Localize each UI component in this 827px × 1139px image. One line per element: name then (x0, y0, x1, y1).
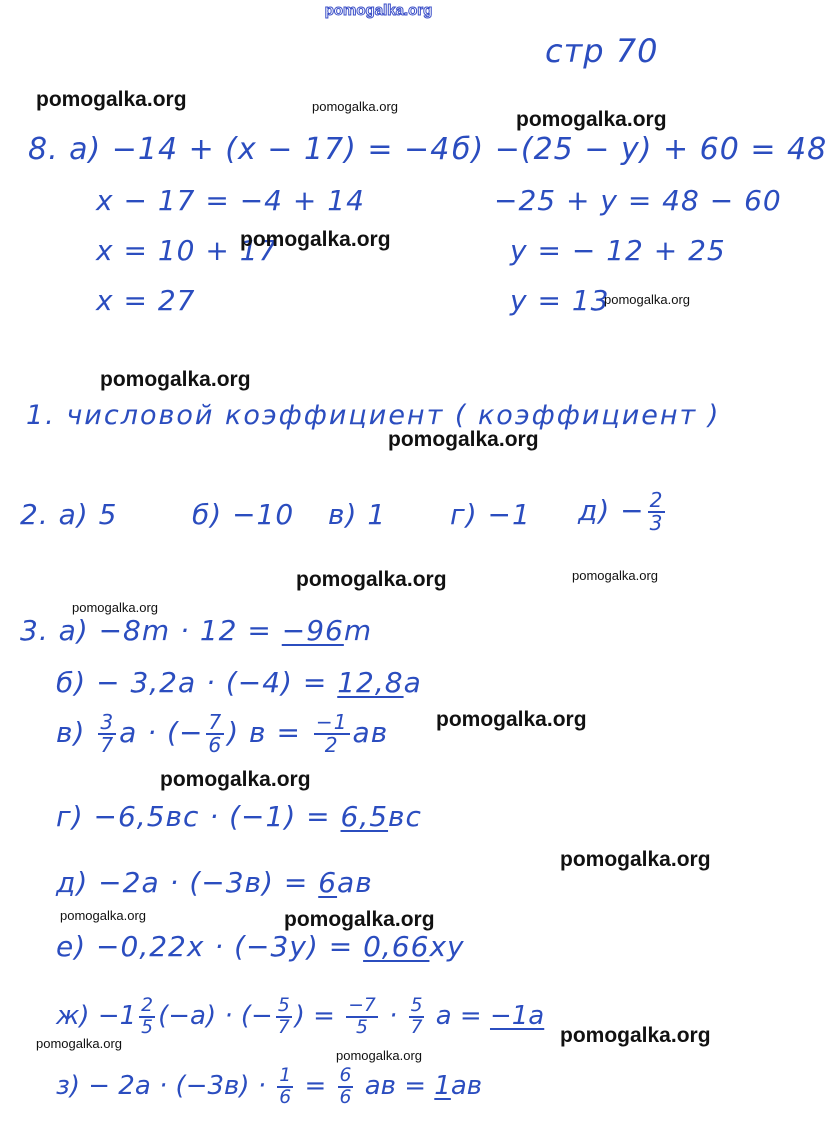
page-label: стр 70 (545, 32, 659, 70)
watermark: pomogalka.org (296, 568, 447, 591)
watermark: pomogalka.org (436, 708, 587, 731)
task3-e: е) −0,22x · (−3y) = 0,66xy (56, 930, 465, 963)
task8-b-line-3: y = 13 (510, 284, 610, 317)
task3-z-frac-2: $\frac{6}{6}$ (339, 1065, 352, 1108)
task8-b-line-2: y = − 12 + 25 (510, 234, 726, 267)
watermark: pomogalka.org (72, 600, 158, 615)
watermark: pomogalka.org (560, 848, 711, 871)
watermark: pomogalka.org (36, 88, 187, 111)
task3-v-frac-3: $\frac{-1}{2}$ (315, 710, 348, 758)
watermark: pomogalka.org (388, 428, 539, 451)
task3-g: г) −6,5вс · (−1) = 6,5вс (56, 800, 422, 833)
task3-zh-frac-1: $\frac{2}{5}$ (141, 995, 154, 1038)
task8-a-line-3: x = 27 (96, 284, 196, 317)
task8-a-line-2: x = 10 + 17 (96, 234, 278, 267)
watermark: pomogalka.org (240, 228, 391, 251)
task3-a-result: −96 (281, 614, 344, 647)
watermark: pomogalka.org (36, 1036, 122, 1051)
task3-zh-result: −1a (489, 1001, 545, 1032)
watermark: pomogalka.org (284, 908, 435, 931)
task8-a-title: 8. а) −14 + (x − 17) = −4 (28, 132, 451, 167)
task3-a: 3. а) −8m · 12 = −96m (20, 614, 373, 647)
watermark: pomogalka.org (160, 768, 311, 791)
task3-z-result: 1 (434, 1071, 451, 1102)
task2-item-d-label: д) − (578, 494, 645, 528)
watermark: pomogalka.org (336, 1048, 422, 1063)
task3-z: з) − 2a · (−3в) · $\frac{1}{6}$ = $\frac{6}{6}$ aв = 1aв (56, 1065, 483, 1108)
task8-b-title: б) −(25 − y) + 60 = 48 (452, 132, 827, 167)
task3-zh-frac-3: $\frac{-7}{5}$ (348, 995, 376, 1038)
task2-item-d (578, 490, 668, 534)
task3-z-frac-1: $\frac{1}{6}$ (279, 1065, 292, 1108)
watermark: pomogalka.org (572, 568, 658, 583)
task3-v-frac-2: $\frac{7}{6}$ (208, 710, 223, 758)
task3-zh-frac-2: $\frac{5}{7}$ (277, 995, 290, 1038)
watermark: pomogalka.org (312, 99, 398, 114)
task3-v-frac-1: $\frac{3}{7}$ (100, 710, 115, 758)
task2-item-a: 2. а) 5 (20, 498, 118, 531)
task3-b-result: 12,8 (337, 666, 404, 699)
watermark-top: pomogalka.org (324, 2, 433, 19)
task8-b-line-1: −25 + y = 48 − 60 (494, 184, 782, 217)
task2-item-b: б) −10 (192, 498, 295, 531)
task2-fraction: $\frac{2}{3}$ (649, 488, 664, 536)
task1-definition: 1. числовой коэффициент ( коэффициент ) (26, 400, 721, 431)
watermark: pomogalka.org (560, 1024, 711, 1047)
task3-b: б) − 3,2a · (−4) = 12,8a (56, 666, 422, 699)
task2-item-v: в) 1 (328, 498, 387, 531)
task3-e-result: 0,66 (363, 930, 430, 963)
watermark: pomogalka.org (100, 368, 251, 391)
task3-g-result: 6,5 (340, 800, 389, 833)
task3-v: в) $\frac{3}{7}$ a · (− $\frac{7}{6}$ ) в = $\frac{-1}{2}$ aв (56, 710, 389, 758)
watermark: pomogalka.org (516, 108, 667, 131)
task3-zh-frac-4: $\frac{5}{7}$ (410, 995, 423, 1038)
task3-d: д) −2a · (−3в) = 6aв (56, 866, 373, 899)
task8-a-line-1: x − 17 = −4 + 14 (96, 184, 365, 217)
task2-item-g: г) −1 (450, 498, 531, 531)
watermark: pomogalka.org (604, 292, 690, 307)
task3-zh: ж) −1 $\frac{2}{5}$ (−a) · (− $\frac{5}{7}$ ) = $\frac{-7}{5}$ · $\frac{5}{7}$ a = −1a (56, 995, 545, 1038)
watermark: pomogalka.org (60, 908, 146, 923)
task3-d-result: 6 (318, 866, 338, 899)
